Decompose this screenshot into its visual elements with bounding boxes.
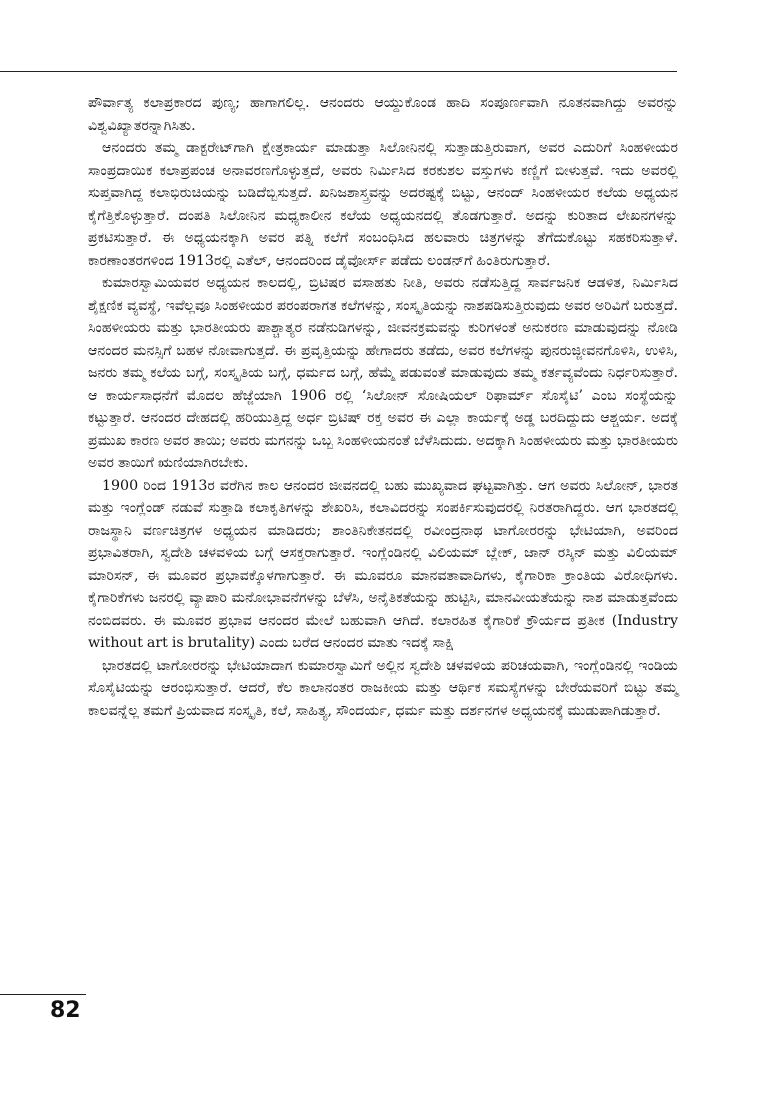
footer-rule	[0, 994, 86, 995]
paragraph-2: ಆನಂದರು ತಮ್ಮ ಡಾಕ್ಟರೇಟ್‌ಗಾಗಿ ಕ್ಷೇತ್ರಕಾರ್ಯ ಮಾಡುತ್ತಾ ಸಿಲೋನಿನಲ್ಲಿ ಸುತ್ತಾಡುತ್ತಿರುವಾಗ, ಅವರ ಎದುರಿಗೆ ಸಿಂಹಳೀಯರ ಸಾಂಪ್ರದಾಯಿಕ ಕಲಾಪ್ರಪಂಚ ಅನಾವರಣಗೊಳ್ಳುತ್ತದೆ, ಅವರು ನಿರ್ಮಿಸಿದ ಕರಕುಶಲ ವಸ್ತುಗಳು ಕಣ್ಣಿಗೆ ಬೀಳುತ್ತವೆ. ಇದು ಅವರಲ್ಲಿ ಸುಪ್ತವಾಗಿದ್ದ ಕಲಾಭಿರುಚಿಯನ್ನು ಬಡಿದೆಬ್ಬಿಸುತ್ತದೆ. ಖನಿಜಶಾಸ್ತ್ರವನ್ನು ಅದರಷ್ಟಕ್ಕೆ ಬಿಟ್ಟು, ಆನಂದ್ ಸಿಂಹಳೀಯರ ಕಲೆಯ ಅಧ್ಯಯನ ಕೈಗೆತ್ತಿಕೊಳ್ಳುತ್ತಾರೆ. ದಂಪತಿ ಸಿಲೋನಿನ ಮಧ್ಯಕಾಲೀನ ಕಲೆಯ ಅಧ್ಯಯನದಲ್ಲಿ ತೊಡಗುತ್ತಾರೆ. ಅದನ್ನು ಕುರಿತಾದ ಲೇಖನಗಳನ್ನು ಪ್ರಕಟಿಸುತ್ತಾರೆ. ಈ ಅಧ್ಯಯನಕ್ಕಾಗಿ ಅವರ ಪತ್ನಿ ಕಲೆಗೆ ಸಂಬಂಧಿಸಿದ ಹಲವಾರು ಚಿತ್ರಗಳನ್ನು ತೆಗೆದುಕೊಟ್ಟು ಸಹಕರಿಸುತ್ತಾಳೆ. ಕಾರಣಾಂತರಗಳಿಂದ 1913ರಲ್ಲಿ ಎತೆಲ್, ಆನಂದರಿಂದ ಡೈವೋರ್ಸ್ ಪಡೆದು ಲಂಡನ್‌ಗೆ ಹಿಂತಿರುಗುತ್ತಾರೆ.	[88, 140, 678, 269]
paragraph-3: ಕುಮಾರಸ್ವಾಮಿಯವರ ಅಧ್ಯಯನ ಕಾಲದಲ್ಲಿ, ಬ್ರಿಟಿಷರ ವಸಾಹತು ನೀತಿ, ಅವರು ನಡೆಸುತ್ತಿದ್ದ ಸಾರ್ವಜನಿಕ ಆಡಳಿತ, ನಿರ್ಮಿಸಿದ ಶೈಕ್ಷಣಿಕ ವ್ಯವಸ್ಥೆ, ಇವೆಲ್ಲವೂ ಸಿಂಹಳೀಯರ ಪರಂಪರಾಗತ ಕಲೆಗಳನ್ನು, ಸಂಸ್ಕೃತಿಯನ್ನು ನಾಶಪಡಿಸುತ್ತಿರುವುದು ಅವರ ಅರಿವಿಗೆ ಬರುತ್ತದೆ. ಸಿಂಹಳೀಯರು ಮತ್ತು ಭಾರತೀಯರು ಪಾಶ್ಚಾತ್ಯರ ನಡೆನುಡಿಗಳನ್ನು, ಜೀವನಕ್ರಮವನ್ನು ಕುರಿಗಳಂತೆ ಅನುಕರಣ ಮಾಡುವುದನ್ನು ನೋಡಿ ಆನಂದರ ಮನಸ್ಸಿಗೆ ಬಹಳ ನೋವಾಗುತ್ತದೆ. ಈ ಪ್ರವೃತ್ತಿಯನ್ನು ಹೇಗಾದರು ತಡೆದು, ಅವರ ಕಲೆಗಳನ್ನು ಪುನರುಜ್ಜೀವನಗೊಳಿಸಿ, ಉಳಿಸಿ, ಜನರು ತಮ್ಮ ಕಲೆಯ ಬಗ್ಗೆ, ಸಂಸ್ಕೃತಿಯ ಬಗ್ಗೆ, ಧರ್ಮದ ಬಗ್ಗೆ, ಹೆಮ್ಮೆ ಪಡುವಂತೆ ಮಾಡುವುದು ತಮ್ಮ ಕರ್ತವ್ಯವೆಂದು ನಿರ್ಧರಿಸುತ್ತಾರೆ. ಆ ಕಾರ್ಯಸಾಧನೆಗೆ ಮೊದಲ ಹೆಜ್ಜೆಯಾಗಿ 1906 ರಲ್ಲಿ ‘ಸಿಲೋನ್ ಸೋಷಿಯಲ್ ರಿಫಾರ್ಮ್ ಸೊಸೈಟಿ’ ಎಂಬ ಸಂಸ್ಥೆಯನ್ನು ಕಟ್ಟುತ್ತಾರೆ. ಆನಂದರ ದೇಹದಲ್ಲಿ ಹರಿಯುತ್ತಿದ್ದ ಅರ್ಧ ಬ್ರಿಟಿಷ್ ರಕ್ತ ಅವರ ಈ ಎಲ್ಲಾ ಕಾರ್ಯಕ್ಕೆ ಅಡ್ಡ ಬರದಿದ್ದುದು ಆಶ್ಚರ್ಯ. ಅದಕ್ಕೆ ಪ್ರಮುಖ ಕಾರಣ ಅವರ ತಾಯಿ; ಅವರು ಮಗನನ್ನು ಒಬ್ಬ ಸಿಂಹಳೀಯನಂತೆ ಬೆಳೆಸಿದುದು. ಅದಕ್ಕಾಗಿ ಸಿಂಹಳೀಯರು ಮತ್ತು ಭಾರತೀಯರು ಅವರ ತಾಯಿಗೆ ಋಣಿಯಾಗಿರಬೇಕು.	[88, 275, 678, 471]
header-rule	[0, 71, 677, 72]
page-body	[88, 92, 678, 722]
page-number: 82	[50, 998, 81, 1023]
paragraph-5: ಭಾರತದಲ್ಲಿ ಟಾಗೋರರನ್ನು ಭೇಟಿಯಾದಾಗ ಕುಮಾರಸ್ವಾಮಿಗೆ ಅಲ್ಲಿನ ಸ್ವದೇಶಿ ಚಳವಳಿಯ ಪರಿಚಯವಾಗಿ, ಇಂಗ್ಲೆಂಡಿನಲ್ಲಿ ಇಂಡಿಯ ಸೊಸೈಟಿಯನ್ನು ಆರಂಭಿಸುತ್ತಾರೆ. ಆದರೆ, ಕೆಲ ಕಾಲಾನಂತರ ರಾಜಕೀಯ ಮತ್ತು ಆರ್ಥಿಕ ಸಮಸ್ಯೆಗಳನ್ನು ಬೇರೆಯವರಿಗೆ ಬಿಟ್ಟು ತಮ್ಮ ಕಾಲವನ್ನೆಲ್ಲ ತಮಗೆ ಪ್ರಿಯವಾದ ಸಂಸ್ಕೃತಿ, ಕಲೆ, ಸಾಹಿತ್ಯ, ಸೌಂದರ್ಯ, ಧರ್ಮ ಮತ್ತು ದರ್ಶನಗಳ ಅಧ್ಯಯನಕ್ಕೆ ಮುಡುಪಾಗಿಡುತ್ತಾರೆ.	[88, 657, 678, 719]
paragraph-1: ಪೌರ್ವಾತ್ಯ ಕಲಾಪ್ರಕಾರದ ಪುಣ್ಯ; ಹಾಗಾಗಲಿಲ್ಲ. ಆನಂದರು ಆಯ್ದುಕೊಂಡ ಹಾದಿ ಸಂಪೂರ್ಣವಾಗಿ ನೂತನವಾಗಿದ್ದು ಅವರನ್ನು ವಿಶ್ವವಿಖ್ಯಾತರನ್ನಾಗಿಸಿತು.	[88, 95, 678, 134]
paragraph-4: 1900 ರಿಂದ 1913ರ ವರೆಗಿನ ಕಾಲ ಆನಂದರ ಜೀವನದಲ್ಲಿ ಬಹು ಮುಖ್ಯವಾದ ಘಟ್ಟವಾಗಿತ್ತು. ಆಗ ಅವರು ಸಿಲೋನ್, ಭಾರತ ಮತ್ತು ಇಂಗ್ಲೆಂಡ್ ನಡುವೆ ಸುತ್ತಾಡಿ ಕಲಾಕೃತಿಗಳನ್ನು ಶೇಖರಿಸಿ, ಕಲಾವಿದರನ್ನು ಸಂಪರ್ಕಿಸುವುದರಲ್ಲಿ ನಿರತರಾಗಿದ್ದರು. ಆಗ ಭಾರತದಲ್ಲಿ ರಾಜಸ್ಥಾನಿ ವರ್ಣಚಿತ್ರಗಳ ಅಧ್ಯಯನ ಮಾಡಿದರು; ಶಾಂತಿನಿಕೇತನದಲ್ಲಿ ರವೀಂದ್ರನಾಥ ಟಾಗೋರರನ್ನು ಭೇಟಿಯಾಗಿ, ಅವರಿಂದ ಪ್ರಭಾವಿತರಾಗಿ, ಸ್ವದೇಶಿ ಚಳವಳಿಯ ಬಗ್ಗೆ ಆಸಕ್ತರಾಗುತ್ತಾರೆ. ಇಂಗ್ಲೆಂಡಿನಲ್ಲಿ ವಿಲಿಯಮ್ ಬ್ಲೇಕ್, ಜಾನ್ ರಸ್ಕಿನ್ ಮತ್ತು ವಿಲಿಯಮ್ ಮಾರಿಸನ್, ಈ ಮೂವರ ಪ್ರಭಾವಕ್ಕೊಳಗಾಗುತ್ತಾರೆ. ಈ ಮೂವರೂ ಮಾನವತಾವಾದಿಗಳು, ಕೈಗಾರಿಕಾ ಕ್ರಾಂತಿಯ ವಿರೋಧಿಗಳು. ಕೈಗಾರಿಕೆಗಳು ಜನರಲ್ಲಿ ವ್ಯಾಪಾರಿ ಮನೋಭಾವನೆಗಳನ್ನು ಬೆಳೆಸಿ, ಅನೈತಿಕತೆಯನ್ನು ಹುಟ್ಟಿಸಿ, ಮಾನವೀಯತೆಯನ್ನು ನಾಶ ಮಾಡುತ್ತವೆಂದು ನಂಬಿದವರು. ಈ ಮೂವರ ಪ್ರಭಾವ ಆನಂದರ ಮೇಲೆ ಬಹುವಾಗಿ ಆಗಿದೆ. ಕಲಾರಹಿತ ಕೈಗಾರಿಕೆ ಕ್ರೌರ್ಯದ ಪ್ರತೀಕ (Industry without art is brutality) ಎಂದು ಬರೆದ ಆನಂದರ ಮಾತು ಇದಕ್ಕೆ ಸಾಕ್ಷಿ	[88, 477, 678, 651]
